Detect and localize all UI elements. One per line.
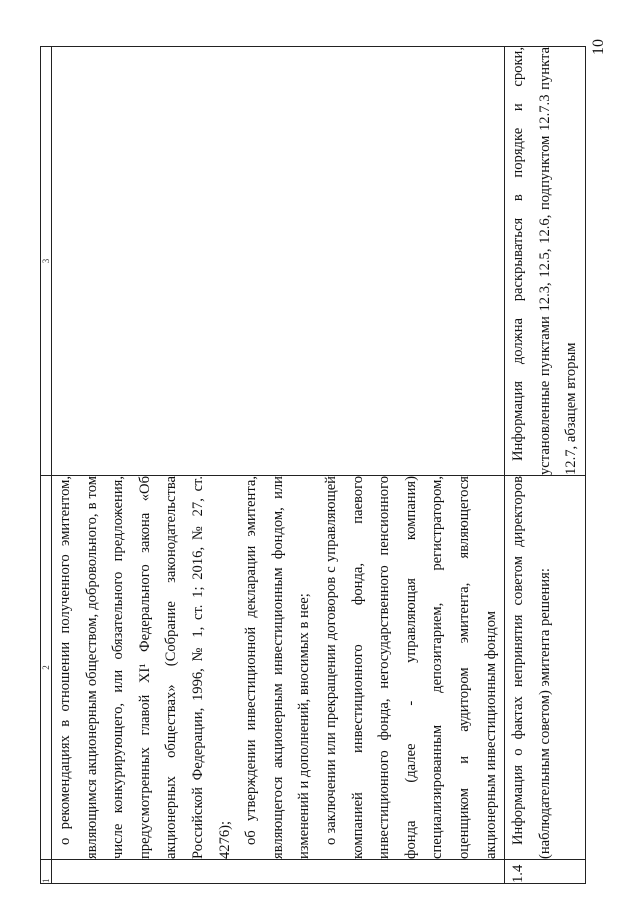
table-header-row [41,47,52,884]
row-number [52,860,505,884]
header-col-1: 1 [41,860,52,884]
row-description [52,476,505,860]
row-disclosure-info [505,47,586,476]
paragraph-investment-declaration: об утверждении инвестиционной декларации эмитента, являющегося акционерным инвестиционным фондом, или изменений и дополнений, вносимых в нее; [243,476,313,859]
table-row [505,47,586,884]
row-disclosure-info [52,47,505,476]
disclosure-table [40,46,586,884]
paragraph-contracts: о заключении или прекращении договоров с управляющей компанией инвестиционного фонда, паевого инвестиционного фонда, негосударственного пенсионного фонда (далее - управляющая компания) специализированным депозитарием, регистратором, оценщиком и аудитором эмитента, являющегося акционерным инвестиционным фондом [322,476,499,859]
row-description [505,476,586,860]
row-number: 1.4 [505,860,586,884]
table-row [52,47,505,884]
header-col-3: 3 [41,47,52,476]
paragraph-recommendations: о рекомендациях в отношении полученного эмитентом, являющимся акционерным обществом, добровольного, в том числе конкурирующего, или обязательного предложения, предусмотренных главой XI¹ Федерального закона «Об акционерных обществах» (Собрание законодательства Российской Федерации, 1996, № 1, ст. 1; 2016, № 27, ст. 4276); [57,476,233,859]
page-number: 10 [590,39,607,55]
paragraph-non-adoption-facts: Информация о фактах непринятия советом директоров (наблюдательным советом) эмитента решения: [510,476,553,859]
paragraph-disclosure-procedure: Информация должна раскрываться в порядке и сроки, установленные пунктами 12.3, 12.5, 12.6, подпунктом 12.7.3 пункта 12.7, абзацем вторым [510,47,580,475]
header-col-2: 2 [41,476,52,860]
